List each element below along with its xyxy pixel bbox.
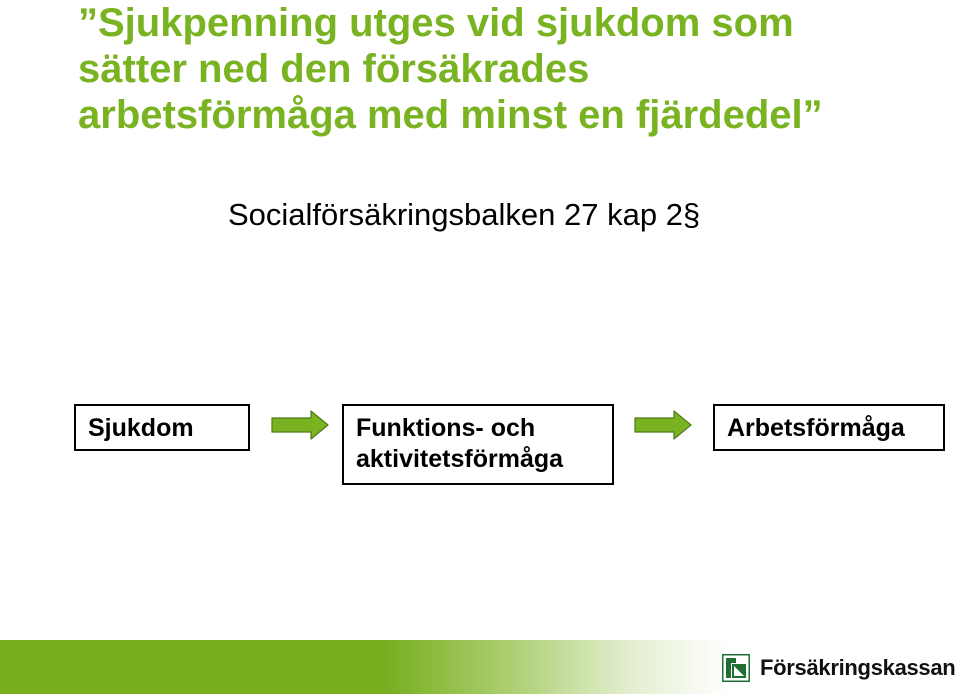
- flow-box-sjukdom: [74, 404, 250, 451]
- legal-reference: Socialförsäkringsbalken 27 kap 2§: [228, 197, 701, 232]
- title-line-3: arbetsförmåga med minst en fjärdedel”: [78, 93, 823, 137]
- title-line-1: ”Sjukpenning utges vid sjukdom som: [78, 1, 794, 45]
- right-arrow-icon: [271, 410, 329, 440]
- flow-box-label: Sjukdom: [88, 414, 194, 442]
- forsakringskassan-logo: [722, 652, 955, 684]
- flow-box-funktionsformaga: [342, 404, 614, 485]
- flow-box-label-line-2: aktivitetsförmåga: [356, 445, 564, 473]
- flow-box-label: Arbetsförmåga: [727, 414, 905, 442]
- logo-text: Försäkringskassan: [760, 655, 956, 680]
- slide-title: [78, 0, 938, 138]
- flow-box-label-line-1: Funktions- och: [356, 414, 536, 442]
- forsakringskassan-logo-icon: [722, 654, 750, 682]
- flow-box-arbetsformaga: [713, 404, 945, 451]
- right-arrow-icon: [634, 410, 692, 440]
- title-line-2: sätter ned den försäkrades: [78, 47, 590, 91]
